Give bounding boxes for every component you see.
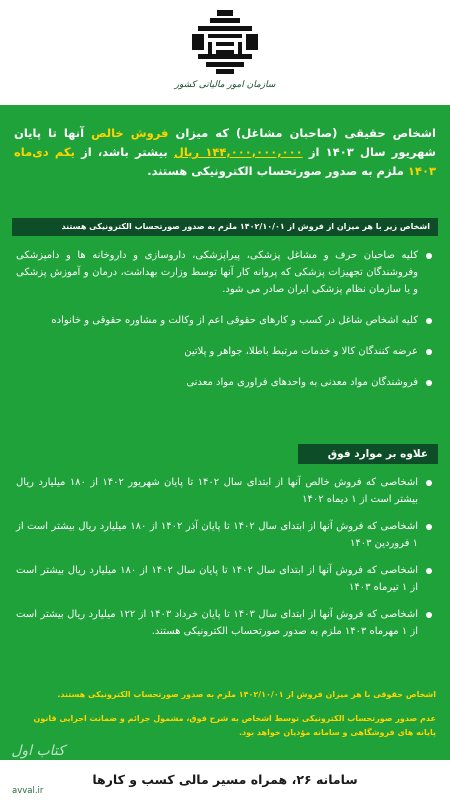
footer [0, 760, 450, 800]
list-item: اشخاصی که فروش آنها از ابتدای سال ۱۴۰۲ تا پایان سال ۱۴۰۲ از ۱۸۰ میلیارد ریال بیشتر است از ۱ تیرماه ۱۴۰۳ [16, 562, 432, 596]
watermark-logo-icon [6, 735, 70, 765]
organization-name: سازمان امور مالیاتی کشور [174, 80, 276, 90]
intro-text [14, 124, 436, 181]
bullet-icon [426, 349, 432, 355]
list-item: اشخاصی که فروش خالص آنها از ابتدای سال ۱۴۰۲ تا پایان شهریور ۱۴۰۲ از ۱۸۰ میلیارد ریال بیشتر است از ۱ دیماه ۱۴۰۲ [16, 474, 432, 508]
list-item: کلیه صاحبان حرف و مشاغل پزشکی، پیراپزشکی، داروسازی و داروخانه ها و دامپزشکی وفروشندگان تجهیزات پزشکی که پروانه کار آنها توسط وزارت بهداشت، درمان و آموزش پزشکی و یا سازمان نظام پزشکی ایران صادر می شود. [16, 247, 432, 298]
intro-highlight-net-sales: فروش خالص [91, 126, 169, 140]
watermark-logo-text: کتاب اول [11, 743, 65, 759]
bullet-icon [426, 318, 432, 324]
legal-entities-note: اشخاص حقوقی با هر میزان فروش از ۱۴۰۲/۱۰/۰۱ ملزم به صدور صورتحساب الکترونیکی هستند. [57, 690, 436, 699]
header [0, 0, 450, 105]
intro-date: یکم دی‌ماه ۱۴۰۳ [14, 145, 436, 178]
obligated-groups-list [16, 247, 432, 391]
main-panel [0, 105, 450, 760]
intro-amount: ۱۴۴,۰۰۰,۰۰۰,۰۰۰ ریال [173, 145, 303, 159]
penalty-note: عدم صدور صورتحساب الکترونیکی توسط اشخاص به شرح فوق، مشمول جرائم و ضمانت اجرایی قانون پایانه های فروشگاهی و سامانه مؤدیان خواهد بود. [33, 714, 436, 737]
bullet-icon [426, 568, 432, 574]
intro-part2: آنها تا پایان شهریور سال ۱۴۰۳ از [14, 126, 436, 159]
bullet-icon [426, 253, 432, 259]
footer-slogan: سامانه ۲۶، همراه مسیر مالی کسب و کارها [92, 772, 358, 787]
watermark-site: avval.ir [12, 786, 44, 796]
bullet-icon [426, 524, 432, 530]
list-item: فروشندگان مواد معدنی به واحدهای فراوری مواد معدنی [16, 374, 432, 391]
list-item: اشخاصی که فروش آنها از ابتدای سال ۱۴۰۲ تا پایان آذر ۱۴۰۲ از ۱۸۰ میلیارد ریال بیشتر است از ۱ فروردین ۱۴۰۳ [16, 518, 432, 552]
section-bar-additionally: علاوه بر موارد فوق [298, 444, 438, 464]
intro-part1: اشخاص حقیقی (صاحبان مشاغل) که میزان [168, 126, 436, 140]
section-bar-all-sales: اشخاص زیر با هر میزان از فروش از ۱۴۰۲/۱۰/۰۱ ملزم به صدور صورتحساب الکترونیکی هستند [12, 218, 438, 236]
bullet-icon [426, 612, 432, 618]
tax-organization-logo-icon [188, 8, 262, 76]
bullet-icon [426, 480, 432, 486]
list-item: کلیه اشخاص شاغل در کسب و کارهای حقوقی اعم از وکالت و مشاوره حقوقی و خانواده [16, 312, 432, 329]
intro-part4: ملزم به صدور صورتحساب الکترونیکی هستند. [147, 164, 408, 178]
intro-part3: بیشتر باشد، از [74, 145, 174, 159]
bullet-icon [426, 380, 432, 386]
list-item: اشخاصی که فروش آنها از ابتدای سال ۱۴۰۳ تا پایان خرداد ۱۴۰۳ از ۱۲۲ میلیارد ریال بیشتر است از ۱ مهرماه ۱۴۰۳ ملزم به صدور صورتحساب الکترونیکی هستند. [16, 606, 432, 640]
list-item: عرضه کنندگان کالا و خدمات مرتبط باطلا، جواهر و پلاتین [16, 343, 432, 360]
sales-threshold-list [16, 474, 432, 640]
